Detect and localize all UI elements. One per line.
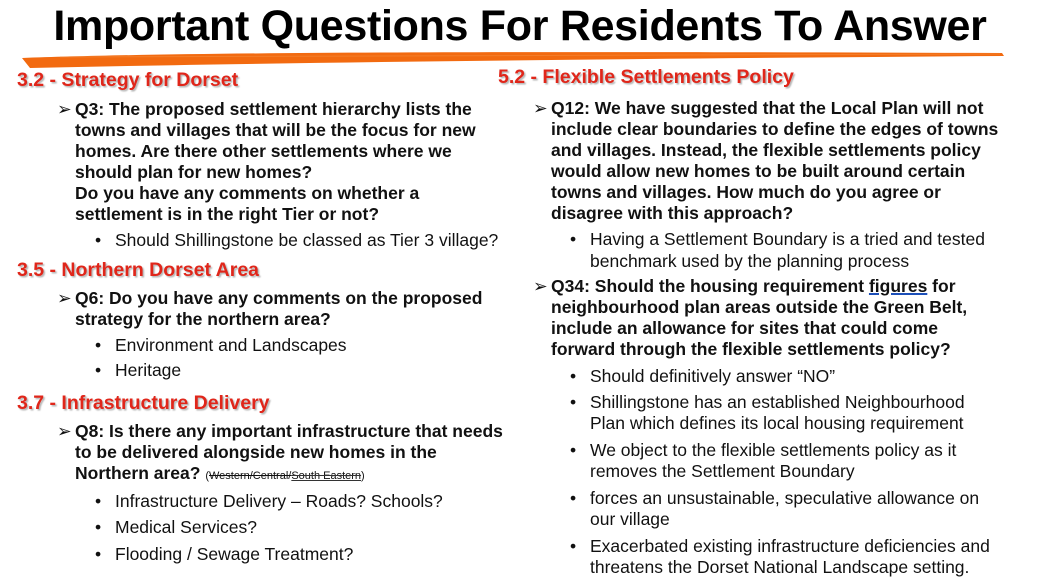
note-struck-text: Western/Central/ <box>209 469 292 482</box>
list-item <box>95 335 532 357</box>
q3-line: homes. Are there other settlements where we <box>75 141 452 161</box>
q3-line: Q3: The proposed settlement hierarchy lists the <box>75 99 472 119</box>
q12-line: would allow new homes to be built around certain <box>551 161 966 181</box>
bullet-dot-icon: • <box>95 360 102 380</box>
list-item <box>570 488 1028 531</box>
q12-line: disagree with this approach? <box>551 203 794 223</box>
q3-line: settlement is in the right Tier or not? <box>75 204 380 224</box>
arrow-bullet-icon: ➢ <box>57 287 72 308</box>
bullet-text: We object to the flexible settlements policy as it <box>590 439 957 460</box>
bullet-dot-icon: • <box>95 517 102 537</box>
bullet-dot-icon: • <box>570 391 577 412</box>
section-heading-northern: 3.5 - Northern Dorset Area <box>17 258 260 281</box>
bullet-text: Medical Services? <box>115 517 257 537</box>
q12-line: towns and villages. How much do you agree or <box>551 182 941 202</box>
arrow-bullet-icon: ➢ <box>533 98 548 118</box>
q3-line: should plan for new homes? <box>75 162 313 182</box>
bullet-text: removes the Settlement Boundary <box>590 461 855 481</box>
bullet-text: Should definitively answer “NO” <box>590 366 836 386</box>
bullet-dot-icon: • <box>570 535 577 556</box>
q34-line-first <box>551 276 1028 297</box>
bullet-text: Flooding / Sewage Treatment? <box>115 543 354 564</box>
bullet-text: Exacerbated existing infrastructure deficiencies and <box>590 535 990 556</box>
list-item <box>95 230 532 252</box>
bullet-dot-icon: • <box>570 439 577 460</box>
q12-line: Q12: We have suggested that the Local Plan will not <box>551 98 984 118</box>
bullet-text: Heritage <box>115 360 182 380</box>
bullet-dot-icon: • <box>95 230 102 250</box>
q34-line: neighbourhood plan areas outside the Green Belt, <box>551 297 968 317</box>
bullet-dot-icon: • <box>95 334 102 355</box>
list-item <box>95 360 532 382</box>
note-struck-underlined-text: South Eastern <box>291 469 362 482</box>
bullet-dot-icon: • <box>95 543 102 564</box>
list-item <box>570 366 1028 388</box>
bullet-text: our village <box>590 509 670 529</box>
list-item <box>570 536 1028 579</box>
section-heading-infrastructure: 3.7 - Infrastructure Delivery <box>17 391 270 414</box>
q12-line: include clear boundaries to define the edges of towns <box>551 119 999 139</box>
q34-line: forward through the flexible settlements policy? <box>551 339 951 359</box>
q34-text: Q34: Should the housing requirement <box>551 276 869 296</box>
arrow-bullet-icon: ➢ <box>57 99 72 119</box>
q6-line: strategy for the northern area? <box>75 308 331 329</box>
question-q34 <box>533 276 1028 360</box>
figures-word: figures <box>868 276 928 296</box>
q8-line: to be delivered alongside new homes in the <box>75 441 437 462</box>
struck-area-note <box>205 470 364 482</box>
bullet-text: forces an unsustainable, speculative allowance on <box>590 487 980 508</box>
bullet-text: Having a Settlement Boundary is a tried and tested <box>590 229 985 249</box>
q8-line-last <box>75 463 532 487</box>
bullet-dot-icon: • <box>570 366 577 386</box>
q8-last-text: Northern area? <box>75 462 201 483</box>
question-q8 <box>57 421 532 487</box>
list-item <box>95 544 532 566</box>
page-title: Important Questions For Residents To Answer <box>53 2 987 50</box>
list-item <box>95 517 532 539</box>
section-heading-flexible: 5.2 - Flexible Settlements Policy <box>498 66 794 88</box>
section-heading-strategy: 3.2 - Strategy for Dorset <box>17 69 239 91</box>
bullet-dot-icon: • <box>95 490 102 511</box>
list-item <box>570 440 1028 483</box>
q34-line: include an allowance for sites that could come <box>551 318 939 338</box>
left-column <box>17 64 532 565</box>
question-q6 <box>57 288 532 330</box>
bullet-text: Plan which defines its local housing requirement <box>590 413 964 433</box>
arrow-bullet-icon: ➢ <box>57 420 72 441</box>
bullet-text: Should Shillingstone be classed as Tier 3 village? <box>115 230 499 250</box>
arrow-bullet-icon: ➢ <box>533 276 548 296</box>
bullet-text: threatens the Dorset National Landscape setting. <box>590 557 970 577</box>
bullet-text: Shillingstone has an established Neighbourhood <box>590 391 965 412</box>
q3-line: towns and villages that will be the focus for new <box>75 120 476 140</box>
bullet-dot-icon: • <box>570 487 577 508</box>
list-item <box>570 392 1028 435</box>
question-q12 <box>533 98 1028 224</box>
q3-line: Do you have any comments on whether a <box>75 183 420 203</box>
bullet-text: Environment and Landscapes <box>115 334 347 355</box>
bullet-text: benchmark used by the planning process <box>590 250 910 271</box>
note-open: ( <box>205 469 209 482</box>
right-column <box>498 64 1028 579</box>
q12-line: and villages. Instead, the flexible settlements policy <box>551 140 981 160</box>
note-close: ) <box>361 469 365 482</box>
list-item <box>570 229 1028 272</box>
q6-line: Q6: Do you have any comments on the proposed <box>75 287 483 308</box>
question-q3 <box>57 99 532 225</box>
bullet-dot-icon: • <box>570 229 577 249</box>
list-item <box>95 491 532 513</box>
q34-text: for <box>927 276 956 296</box>
q8-line: Q8: Is there any important infrastructure that needs <box>75 420 503 441</box>
bullet-text: Infrastructure Delivery – Roads? Schools? <box>115 490 443 511</box>
